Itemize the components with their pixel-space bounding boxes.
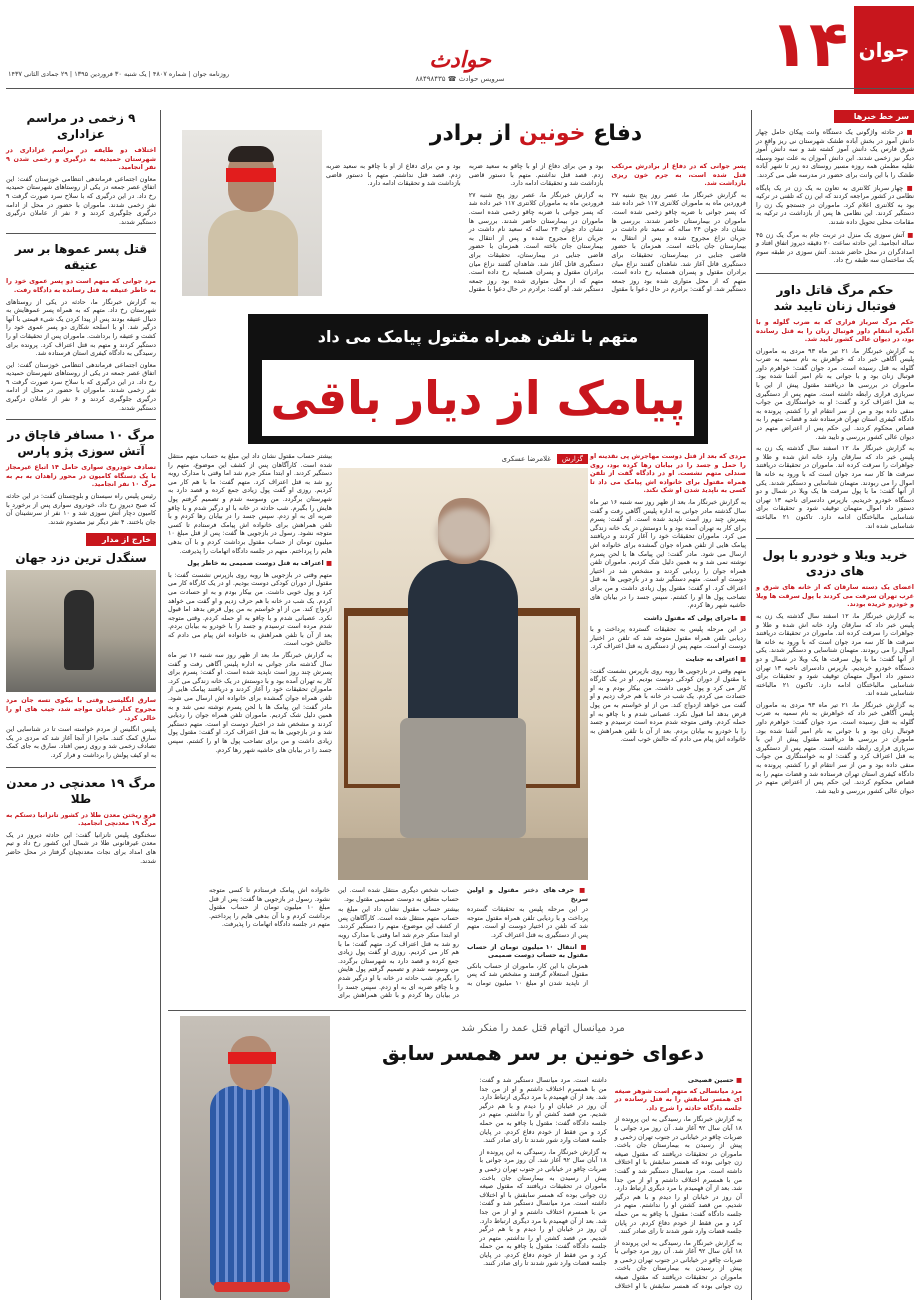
- sidebar-story1-body-cont: به گزارش خبرنگار ما، ۱۲ اسفند سال گذشته یک زن به پلیس خبر داد که سارقان وارد خانه اش شده و طلا و جواهرات را سرقت کرده اند. ماموران در تحقیقات دریافتند سرقت ها کار سه مرد جوان است که با ورود به خانه ها اموال را می ربودند. متهمان شناسایی و دستگیر شدند. یکی از آنها گفت: ما با پول سرقت ها یک ویلا در شمال و دو دستگاه خودرو خریدیم. بازپرس دادسرای ناحیه ۱۳ تهران دستور داد اموال متهمان توقیف شود و تحقیقات برای شناسایی مالباختگان ادامه دارد. تاکنون ۲۱ مالباخته شناسایی شده اند.: [756, 444, 914, 530]
- slippers: [214, 1282, 290, 1292]
- left-story2-body: به گزارش خبرنگار ما، حادثه در یکی از روستاهای شهرستان رخ داد. متهم که به همراه پسر عموهایش به دنبال عتیقه بودند پس از پیدا کردن یک شیء قیمتی با آنها درگیر شد. او با اسلحه شکاری دو پسر عموی خود را کشت و عتیقه را برداشت. ماموران پس از تحقیقات او را دستگیر کردند و متهم به قتل اعتراف کرد. پرونده برای رسیدگی به دادگاه کیفری استان فرستاده شد.: [6, 297, 156, 358]
- paper-name: جوان: [858, 38, 910, 62]
- left-story3-lead: تصادف خودروی سواری حامل ۱۴ اتباع غیرمجاز با یک دستگاه کامیون در محور زاهدان به بم به مرگ ۱۰ نفر انجامید.: [6, 463, 156, 489]
- bullet-icon: ■: [904, 230, 914, 239]
- left-story4-photo: [6, 570, 156, 692]
- left-story4-lead: سارق انگلیسی وقتی با بیکوی تسه جان مرد مجروح کنار خیابان مواجه شد، جیب های او را خالی کرد.: [6, 696, 156, 722]
- bottom-story-photo: [180, 1016, 330, 1298]
- square-icon: ■: [733, 1076, 742, 1084]
- main-lead: مردی که بعد از قتل دوست مهاجرش پی نقدینه او را حمل و جسد را در بیابان رها کرده بود، روی صندلی متهم نشست. او در دادگاه گفت از تلفن همراه مقتول برای خانواده اش پیامک می داد تا کسی به ناپدید شدن او شک نکند.: [590, 452, 746, 495]
- floor: [338, 838, 588, 880]
- bottom-body-cont2: به گزارش خبرنگار ما، رسیدگی به این پرونده از ۱۸ آبان سال ۹۲ آغاز شد. آن روز مرد جوانی با ضربات چاقو در خیابانی در جنوب تهران زخمی و پیش از رسیدن به بیمارستان جان باخت. ماموران در تحقیقات دریافتند که مقتول صیغه زن جوانی بوده که همسر سابقش با او اختلاف داشته است. مرد میانسال دستگیر شد و گفت: من با همسرم اختلاف داشتم و او از من جدا شد. بعد از آن فهمیدم با مرد دیگری ارتباط دارد. آن روز در خیابان او را دیدم و با هم درگیر شدیم. من قصد کشتن او را نداشتم. متهم در جلسه دادگاه گفت: مقتول با چاقو به من حمله کرد و من فقط از خودم دفاع کردم. در پایان جلسه قضات وارد شور شدند تا رای صادر کنند.: [479, 1147, 607, 1268]
- divider: [6, 233, 156, 234]
- main-sub4: ■ حرف های دختر مقتول و اولین سرنخ: [467, 886, 588, 903]
- issue-info: روزنامه جوان | شماره ۴۸۰۷ | یک شنبه ۳۰ فروردین ۱۳۹۵ | ۲۹ جمادی الثانی ۱۴۳۷: [8, 70, 230, 78]
- face-censor-bar: [228, 1052, 276, 1064]
- left-story4-title: سنگدل ترین دزد جهان: [15, 551, 147, 566]
- divider: [756, 273, 914, 274]
- top-story-lead: پسر جوانی که در دفاع از برادرش مرتکب قتل شده است، به جرم خون ریزی بازداشت شد.: [611, 162, 746, 188]
- left-story1-body: معاون اجتماعی فرماندهی انتظامی خوزستان گفت: این اتفاق عصر جمعه در یکی از روستاهای شهرستان حمیدیه رخ داد. در این درگیری که با سلاح سرد صورت گرفت ۹ نفر زخمی شدند. ماموران با حضور در محل از ادامه درگیری جلوگیری کردند و ۶ نفر از عاملان درگیری دستگیر شدند.: [6, 174, 156, 226]
- sidebar-story1-body: به گزارش خبرنگار ما، ۲۱ تیر ماه ۹۳ مردی به ماموران پلیس آگاهی خبر داد که خواهرش به نام سمیه به ضرب گلوله به قتل رسیده است. مرد جوان گفت: خواهرم داور فوتبال زنان بود و با جوانی به نام امیر آشنا شده بود. ماموران در بررسی ها دریافتند مقتول پیش از این با سربازی فراری رابطه داشته است. متهم پس از دستگیری به قتل اعتراف کرد و گفت: او به خواستگاری من جواب منفی داده بود و من از سر انتقام او را کشتم. پرونده به دادگاه کیفری استان تهران فرستاده شد و قضات متهم را به قصاص محکوم کردند. این حکم پس از اعتراض متهم در دیوان عالی کشور بررسی و تایید شد.: [756, 346, 915, 441]
- main-body-cont2: متهم وقتی در بازجویی ها روبه روی بازپرس نشست گفت: با مقتول از دوران کودکی دوست بودیم. او در یک کارگاه کار می کرد و پول خوبی داشت. من بیکار بودم و به او حسادت می کردم. یک شب در خانه با هم حرف زدیم و او گفت می خواهد ازدواج کند. من از او خواستم به من پول قرض بدهد اما قبول نکرد. عصبانی شدم و با چاقو به او حمله کردم. وقتی متوجه شدم مرده است ترسیدم و جسد را با خودرو به بیابان بردم. بعد از آن با تلفن همراهش به خانواده اش پیام می دادم که حالش خوب است.: [590, 666, 746, 744]
- left-story4-body: پلیس انگلیس از مردم خواسته است تا در شناسایی این سارق کمک کنند. ماجرا از آنجا آغاز شد که مردی در یک تصادف زخمی شد و روی زمین افتاد. سارق به جای کمک به او کیف پولش را برداشت و فرار کرد.: [6, 725, 156, 759]
- sidebar-story2-body: به گزارش خبرنگار ما، ۱۲ اسفند سال گذشته یک زن به پلیس خبر داد که سارقان وارد خانه اش شده و طلا و جواهرات را سرقت کرده اند. ماموران در تحقیقات دریافتند سرقت ها کار سه مرد جوان است که با ورود به خانه ها اموال را می ربودند. متهمان شناسایی و دستگیر شدند. یکی از آنها گفت: ما با پول سرقت ها یک ویلا در شمال و دو دستگاه خودرو خریدیم. بازپرس دادسرای ناحیه ۱۳ تهران دستور داد اموال متهمان توقیف شود و تحقیقات برای شناسایی مالباختگان ادامه دارد. تاکنون ۲۱ مالباخته شناسایی شده اند.: [756, 611, 914, 698]
- square-icon: ■: [576, 942, 589, 951]
- top-story: [168, 110, 746, 305]
- main-col-left: بیشتر حساب مقتول نشان داد این مبلغ به حساب متهم منتقل شده است. کارآگاهان پس از کشف این موضوع، متهم را دستگیر کردند. او ابتدا منکر جرم شد اما وقتی با مدارک روبه رو شد به قتل اعتراف کرد. متهم گفت: ما با هم کار می کردیم. روزی او گفت پول زیادی جمع کرده و قصد دارد به شهرستان برگردد. من وسوسه شدم و تصمیم گرفتم پول هایش را بگیرم. شب حادثه در خانه با او درگیر شدم و با چاقو ضربه ای به او زدم. سپس جسد را در بیابان رها کردم و با تلفن همراهش برای خانواده اش پیامک فرستادم تا کسی متوجه نشود. رسول در بازجویی ها گفت: پس از قتل مبلغ ۱۰ میلیون تومان از حساب مقتول برداشت کردم و با آن بدهی هایم را پرداختم. متهم در جلسه دادگاه اتهامات را پذیرفت.: [168, 452, 332, 555]
- header-divider: [6, 88, 914, 89]
- bottom-body-cont: به گزارش خبرنگار ما، رسیدگی به این پرونده از ۱۸ آبان سال ۹۲ آغاز شد. آن روز مرد جوانی با ضربات چاقو در خیابانی در جنوب تهران زخمی و پیش از رسیدن به بیمارستان جان باخت. ماموران در تحقیقات دریافتند که مقتول صیغه زن جوانی بوده که همسر سابقش با او اختلاف داشته است. مرد میانسال دستگیر شد و گفت: من با همسرم اختلاف داشتم و او از من جدا شد. بعد از آن فهمیدم با مرد دیگری ارتباط دارد. آن روز در خیابان او را دیدم و با هم درگیر شدیم. من قصد کشتن او را نداشتم. متهم در جلسه دادگاه گفت: مقتول با چاقو به من حمله کرد و من فقط از خودم دفاع کردم. در پایان جلسه قضات وارد شور شدند تا رای صادر کنند.: [479, 1076, 742, 1290]
- sidebar-story2-title: خرید ویلا و خودرو با پول های دزدی: [762, 548, 908, 579]
- service-line: سرویس حوادث: [458, 75, 505, 83]
- bottom-title: دعوای خونین بر سر همسر سابق: [382, 1041, 704, 1065]
- top-story-body: به گزارش خبرنگار ما، عصر روز پنج شنبه ۲۷ فروردین ماه به ماموران کلانتری ۱۱۷ خبر داده شد که پسر جوانی با ضربه چاقو زخمی شده است. ماموران در بیمارستان حاضر شدند. بررسی ها نشان داد جوان ۲۴ ساله که سعید نام داشت در جریان نزاع مجروح شده و پس از انتقال به بیمارستان جان باخته است. همزمان با حضور قاضی جنایی در بیمارستان، تحقیقات برای دستگیری قاتل آغاز شد. شاهدان گفتند نزاع میان برادران مقتول و پسران همسایه رخ داده است. متهم که از محل متواری شده بود روز جمعه دستگیر شد. او گفت: برادرم در حال دعوا با مقتول بود و من برای دفاع از او با چاقو به سعید ضربه زدم. قصد قتل نداشتم. متهم با دستور قاضی بازداشت شد و تحقیقات ادامه دارد.: [468, 162, 747, 294]
- main-story-right-col: [590, 452, 746, 1002]
- brief-3: ■ آتش سوزی یک منزل در تربت جام به مرگ یک زن ۴۵ ساله انجامید. این حادثه ساعت ۲۰ دقیقه دیروز اتفاق افتاد و امدادگران در محل حاضر شدند. آتش سوزی در طبقه سوم یک ساختمان سه طبقه رخ داد.: [756, 230, 914, 265]
- main-kicker: متهم با تلفن همراه مقتول پیامک می داد: [317, 327, 639, 346]
- top-story-columns: [326, 162, 746, 302]
- bottom-story: [168, 1016, 746, 1300]
- left-story1-lead: اختلاف دو طایفه در مراسم عزاداری در شهرستان حمیدیه به درگیری و زخمی شدن ۹ نفر انجامید.: [6, 146, 156, 172]
- left-divider: [160, 110, 161, 1300]
- section-logo-text: حوادث: [429, 48, 491, 73]
- left-story5-title: مرگ ۱۹ معدنچی در معدن طلا: [6, 775, 156, 806]
- figure-shape: [64, 590, 94, 670]
- divider: [6, 419, 156, 420]
- square-icon: ■: [737, 613, 746, 622]
- main-body: به گزارش خبرنگار ما، بعد از ظهر روز سه شنبه ۱۶ تیر ماه سال گذشته مادر جوانی به اداره پلیس آگاهی رفت و گفت پسرش چند روز است ناپدید شده است. او گفت: پسرم برای کار به تهران آمده بود و با دوستش در یک خانه زندگی می کرد. ماموران تحقیقات خود را آغاز کردند و دریافتند پیامک هایی از تلفن همراه جوان گمشده برای خانواده اش ارسال می شود. مادر گفت: این پیامک ها با لحن پسرم نوشته نمی شد و به همین دلیل شک کردیم. ماموران تلفن همراه جوان را ردیابی کردند و مشخص شد در اختیار دوست او است. متهم دستگیر شد و در بازجویی ها به قتل اعتراف کرد. او گفت: مقتول پول زیادی داشت و من برای تصاحب پول ها او را کشتم. سپس جسد را در بیابان های حاشیه شهر رها کردم.: [590, 497, 746, 610]
- right-sidebar: [756, 110, 914, 1300]
- sidebar-divider: [751, 110, 752, 1300]
- left-column: [6, 110, 156, 1300]
- page-number: ۱۴: [769, 8, 848, 82]
- section-logo: [385, 48, 535, 84]
- defendant-body: [408, 560, 518, 730]
- main-bottom-text: در این مرحله پلیس به تحقیقات گسترده پرداخت و با ردیابی تلفن همراه مقتول متوجه شد که تلفن در اختیار دوست او است. متهم پس از دستگیری به قتل اعتراف کرد.: [467, 905, 588, 939]
- brief-2: ■ چهار سرباز کلانتری به تعاون به یک زن در یک پایگاه نظامی در کشور مراجعه کردند که این زن که تلفنی در ترکیه بود به کلانتری اعلام کرد. ماموران در جستجو یک زن را دستگیر کردند. این نظامی ها پس از بازداشت در ترکیه به مقامات محلی تحویل داده شدند.: [755, 183, 915, 226]
- main-story: [168, 308, 746, 1008]
- square-icon: ■: [323, 559, 332, 568]
- main-sub1: ■ ماجرای پولی که مقتول داشت: [643, 613, 746, 622]
- reporter-label: گزارش: [557, 454, 588, 464]
- main-bottom-text3: بیشتر حساب مقتول نشان داد این مبلغ به حساب متهم منتقل شده است. کارآگاهان پس از کشف این موضوع، متهم را دستگیر کردند. او ابتدا منکر جرم شد اما وقتی با مدارک روبه رو شد به قتل اعتراف کرد. متهم گفت: ما با هم کار می کردیم. روزی او گفت پول زیادی جمع کرده و قصد دارد به شهرستان برگردد. من وسوسه شدم و تصمیم گرفتم پول هایش را بگیرم. شب حادثه در خانه با او درگیر شدم و با چاقو ضربه ای به او زدم. سپس جسد را در بیابان رها کردم و با تلفن همراهش برای خانواده اش پیامک فرستادم تا کسی متوجه نشود. رسول در بازجویی ها گفت: پس از قتل مبلغ ۱۰ میلیون تومان از حساب مقتول برداشت کردم و با آن بدهی هایم را پرداختم. متهم در جلسه دادگاه اتهامات را پذیرفت.: [209, 886, 459, 1000]
- divider: [6, 767, 156, 768]
- left-story2-lead: مرد جوانی که متهم است دو پسر عموی خود را به خاطر عتیقه به قتل رسانده به دادگاه رفت.: [6, 277, 156, 294]
- bottom-reporter: ■ حسین فصیحی: [687, 1076, 742, 1084]
- left-story5-body: سخنگوی پلیس تانزانیا گفت: این حادثه دیروز در یک معدن غیرقانونی طلا در شمال این کشور رخ داد و تیم های امداد برای نجات معدنچیان گرفتار در محل حاضر شدند.: [6, 830, 156, 865]
- sidebar-story1-title: حکم مرگ قاتل داور فوتبال زنان تایید شد: [773, 282, 897, 313]
- sidebar-story2-lead: اعضای یک دسته سارقان که از خانه های شرق و غرب تهران سرقت می کردند با پول سرقت ها ویلا و خودرو خریده بودند.: [756, 583, 914, 609]
- top-story-photo: [182, 130, 322, 296]
- page-number-block: [854, 6, 914, 94]
- phone-icon: ☎: [447, 75, 457, 83]
- main-title: پیامک از دیار باقی: [270, 371, 686, 425]
- top-story-title: دفاع خونین از برادر: [429, 121, 643, 146]
- main-body-cont: در این مرحله پلیس به تحقیقات گسترده پرداخت و با ردیابی تلفن همراه مقتول متوجه شد که تلفن در اختیار دوست او است. متهم پس از دستگیری به قتل اعتراف کرد.: [590, 625, 746, 651]
- sidebar-story1-lead: حکم مرگ سرباز فراری که به ضرب گلوله و با انگیزه انتقام داور فوتبال زنان را به قتل رسانده بود، در دیوان عالی کشور تایید شد.: [756, 317, 914, 344]
- main-story-bottom-cols: [209, 886, 589, 1002]
- main-sub5: ■ انتقال ۱۰ میلیون تومان از حساب مقتول به حساب دوست صمیمی: [467, 942, 589, 960]
- left-story2-body-cont: معاون اجتماعی فرماندهی انتظامی خوزستان گفت: این اتفاق عصر جمعه در یکی از روستاهای شهرستان حمیدیه رخ داد. در این درگیری که با سلاح سرد صورت گرفت ۹ نفر زخمی شدند. ماموران با حضور در محل از ادامه درگیری جلوگیری کردند و ۶ نفر از عاملان درگیری دستگیر شدند.: [6, 360, 156, 412]
- reporter-name: غلامرضا عسکری: [501, 455, 551, 463]
- bottom-story-columns: [344, 1076, 742, 1296]
- phone-number: ۸۸۴۹۸۴۳۵: [415, 75, 446, 83]
- main-col-left3: به گزارش خبرنگار ما، بعد از ظهر روز سه شنبه ۱۶ تیر ماه سال گذشته مادر جوانی به اداره پلیس آگاهی رفت و گفت پسرش چند روز است ناپدید شده است. او گفت: پسرم برای کار به تهران آمده بود و با دوستش در یک خانه زندگی می کرد. ماموران تحقیقات خود را آغاز کردند و دریافتند پیامک هایی از تلفن همراه جوان گمشده برای خانواده اش ارسال می شود. مادر گفت: این پیامک ها با لحن پسرم نوشته نمی شد و به همین دلیل شک کردیم. ماموران تلفن همراه جوان را ردیابی کردند و مشخص شد در اختیار دوست او است. متهم دستگیر شد و در بازجویی ها به قتل اعتراف کرد. او گفت: مقتول پول زیادی داشت و من برای تصاحب پول ها او را کشتم. سپس جسد را در بیابان های حاشیه شهر رها کردم.: [168, 651, 333, 754]
- square-icon: ■: [574, 886, 588, 894]
- main-headline-banner: [248, 314, 708, 444]
- left-story3-title: مرگ ۱۰ مسافر قاچاق در آتش سوزی پژو پارس: [7, 428, 155, 459]
- bottom-body: به گزارش خبرنگار ما، رسیدگی به این پرونده از ۱۸ آبان سال ۹۲ آغاز شد. آن روز مرد جوانی با ضربات چاقو در خیابانی در جنوب تهران زخمی و پیش از رسیدن به بیمارستان جان باخت. ماموران در تحقیقات دریافتند که مقتول صیغه زن جوانی بوده که همسر سابقش با او اختلاف داشته است. مرد میانسال دستگیر شد و گفت: من با همسرم اختلاف داشتم و او از من جدا شد. بعد از آن فهمیدم با مرد دیگری ارتباط دارد. آن روز در خیابان او را دیدم و با هم درگیر شدیم. من قصد کشتن او را نداشتم. متهم در جلسه دادگاه گفت: مقتول با چاقو به من حمله کرد و من فقط از خودم دفاع کردم. در پایان جلسه قضات وارد شور شدند تا رای صادر کنند.: [614, 1115, 742, 1236]
- prisoner-body: [210, 1086, 290, 1286]
- service-contact: [385, 74, 535, 84]
- bullet-icon: ■: [903, 183, 915, 192]
- left-story3-body: رئیس پلیس راه سیستان و بلوچستان گفت: در این حادثه که صبح دیروز رخ داد، خودروی سواری پس از برخورد با کامیون دچار آتش سوزی شد و ۱۰ نفر از سرنشینان آن جان باختند. ۴ نفر دیگر نیز مصدوم شدند.: [6, 492, 156, 526]
- main-col-left2: متهم وقتی در بازجویی ها روبه روی بازپرس نشست گفت: با مقتول از دوران کودکی دوست بودیم. او در یک کارگاه کار می کرد و پول خوبی داشت. من بیکار بودم و به او حسادت می کردم. یک شب در خانه با هم حرف زدیم و او گفت می خواهد ازدواج کند. من از او خواستم به من پول قرض بدهد اما قبول نکرد. عصبانی شدم و با چاقو به او حمله کردم. وقتی متوجه شدم مرده است ترسیدم و جسد را با خودرو به بیابان بردم. بعد از آن با تلفن همراهش به خانواده اش پیام می دادم که حالش خوب است.: [168, 570, 332, 648]
- section-divider: [168, 1010, 746, 1011]
- main-sub2: ■ اعتراف به جنایت: [685, 655, 746, 664]
- masthead: [0, 0, 920, 100]
- main-title-box: [262, 360, 694, 436]
- left-story5-lead: فرو ریختن معدن طلا در کشور تانزانیا دستکم به مرگ ۱۹ معدنچی انجامید.: [6, 810, 156, 828]
- divider: [756, 538, 914, 539]
- bottom-kicker: مرد میانسال اتهام قتل عمد را منکر شد: [461, 1023, 625, 1034]
- face-censor-bar: [226, 168, 276, 182]
- main-photo: [338, 468, 588, 880]
- bullet-icon: ■: [903, 128, 914, 136]
- brief-1: ■ در حادثه واژگونی یک دستگاه وانت پیکان حامل چهار دانش آموز در بخش آباده طشک شهرستان نی ریز واقع در شرق فارس یک دانش آموز کشته شد و سه دانش آموز دیگر نیز زخمی شدند. این دانش آموزان به علت نبود وسیله نقلیه مطمئن همه روزه مسیر روستای ده زیر تا شهر آباده طشک را با این وانت برای حضور در مدرسه طی می کردند.: [756, 128, 914, 179]
- headlines-label: سر خط خبرها: [834, 110, 914, 123]
- bottom-lead: مرد میانسالی که متهم است شوهر صیغه ای همسر سابقش را به قتل رسانده در جلسه دادگاه حادثه را شرح داد.: [614, 1086, 742, 1112]
- defendant-legs: [400, 718, 526, 838]
- sidebar-story2-body-cont: به گزارش خبرنگار ما، ۲۱ تیر ماه ۹۳ مردی به ماموران پلیس آگاهی خبر داد که خواهرش به نام سمیه به ضرب گلوله به قتل رسیده است. مرد جوان گفت: خواهرم داور فوتبال زنان بود و با جوانی به نام امیر آشنا شده بود. ماموران در بررسی ها دریافتند مقتول پیش از این با سربازی فراری رابطه داشته است. متهم پس از دستگیری به قتل اعتراف کرد و گفت: او به خواستگاری من جواب منفی داده بود و من از سر انتقام او را کشتم. پرونده به دادگاه کیفری استان تهران فرستاده شد و قضات متهم را به قصاص محکوم کردند. این حکم پس از اعتراض متهم در دیوان عالی کشور بررسی و تایید شد.: [756, 700, 915, 795]
- main-bottom-text2: همزمان با این کار، ماموران از حساب بانکی مقتول استعلام گرفتند و مشخص شد که پس از ناپدید شدن او مبلغ ۱۰ میلیون تومان به حساب شخص دیگری منتقل شده است. این حساب متعلق به دوست صمیمی مقتول بود.: [338, 886, 588, 987]
- main-sub3: ■ اعتراف به قتل دوست صمیمی به خاطر پول: [187, 559, 332, 568]
- hair: [228, 146, 274, 162]
- left-story2-title: قتل پسر عموها بر سر عتیقه: [14, 242, 148, 273]
- top-story-body-cont: به گزارش خبرنگار ما، عصر روز پنج شنبه ۲۷ فروردین ماه به ماموران کلانتری ۱۱۷ خبر داده شد که پسر جوانی با ضربه چاقو زخمی شده است. ماموران در بیمارستان حاضر شدند. بررسی ها نشان داد جوان ۲۴ ساله که سعید نام داشت در جریان نزاع مجروح شده و پس از انتقال به بیمارستان جان باخته است. همزمان با حضور قاضی جنایی در بیمارستان، تحقیقات برای دستگیری قاتل آغاز شد. شاهدان گفتند نزاع میان برادران مقتول و پسران همسایه رخ داده است. متهم که از محل متواری شده بود روز جمعه دستگیر شد. او گفت: برادرم در حال دعوا با مقتول بود و من برای دفاع از او با چاقو به سعید ضربه زدم. قصد قتل نداشتم. متهم با دستور قاضی بازداشت شد و تحقیقات ادامه دارد.: [326, 162, 604, 294]
- reporter-tag: [338, 452, 588, 466]
- square-icon: ■: [737, 655, 746, 664]
- left-story1-title: ۹ زخمی در مراسم عزاداری: [26, 111, 136, 141]
- foreign-label: خارج از مدار: [86, 533, 156, 546]
- suspect-body: [208, 210, 298, 296]
- face-blur: [436, 508, 492, 558]
